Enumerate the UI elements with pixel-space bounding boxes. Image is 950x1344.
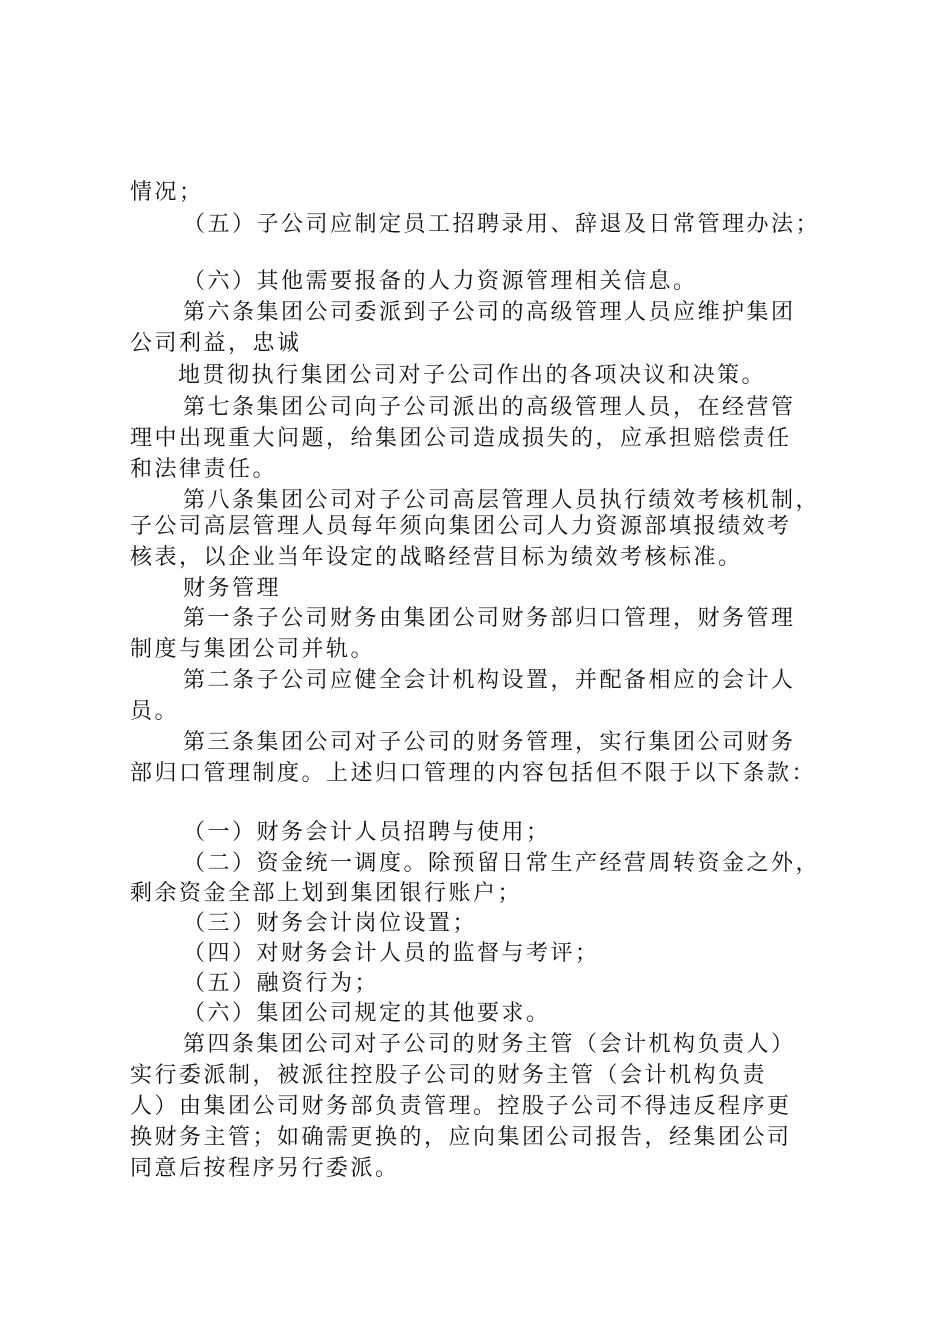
- text-line-8: 理中出现重大问题，给集团公司造成损失的，应承担赔偿责任: [130, 426, 792, 451]
- text-line-9: 和法律责任。: [130, 457, 278, 482]
- text-line-23: （三）财务会计岗位设置；: [183, 911, 478, 936]
- text-line-20: （一）财务会计人员招聘与使用；: [183, 820, 551, 845]
- text-line-7: 第七条集团公司向子公司派出的高级管理人员，在经营管: [183, 395, 796, 420]
- text-line-27: 第四条集团公司对子公司的财务主管（会计机构负责人）: [183, 1032, 796, 1057]
- text-line-16: 第二条子公司应健全会计机构设置，并配备相应的会计人: [183, 668, 796, 693]
- text-line-15: 制度与集团公司并轨。: [130, 637, 376, 662]
- text-line-22: 剩余资金全部上划到集团银行账户；: [130, 881, 523, 906]
- text-line-18: 第三条集团公司对子公司的财务管理，实行集团公司财务: [183, 730, 796, 755]
- text-line-3: （六）其他需要报备的人力资源管理相关信息。: [183, 269, 698, 294]
- text-line-30: 换财务主管；如确需更换的，应向集团公司报告，经集团公司: [130, 1125, 792, 1150]
- text-line-17: 员。: [130, 699, 180, 724]
- text-line-10: 第八条集团公司对子公司高层管理人员执行绩效考核机制，: [183, 488, 821, 513]
- text-line-4: 第六条集团公司委派到子公司的高级管理人员应维护集团: [183, 300, 796, 325]
- text-line-29: 人）由集团公司财务部负责管理。控股子公司不得违反程序更: [130, 1094, 792, 1119]
- text-line-11: 子公司高层管理人员每年须向集团公司人力资源部填报绩效考: [130, 514, 792, 539]
- text-line-14: 第一条子公司财务由集团公司财务部归口管理，财务管理: [183, 606, 796, 631]
- text-line-25: （五）融资行为；: [183, 971, 380, 996]
- text-line-31: 同意后按程序另行委派。: [130, 1156, 400, 1181]
- text-line-21: （二）资金统一调度。除预留日常生产经营周转资金之外，: [183, 851, 821, 876]
- text-line-6: 地贯彻执行集团公司对子公司作出的各项决议和决策。: [178, 363, 767, 388]
- text-line-19: 部归口管理制度。上述归口管理的内容包括但不限于以下条款：: [130, 761, 817, 786]
- text-line-5: 公司利益，忠诚: [130, 331, 302, 356]
- section-heading-finance: 财务管理: [183, 576, 282, 601]
- text-line-26: （六）集团公司规定的其他要求。: [183, 1001, 551, 1026]
- text-line-28: 实行委派制，被派往控股子公司的财务主管（会计机构负责: [130, 1063, 768, 1088]
- text-line-12: 核表，以企业当年设定的战略经营目标为绩效考核标准。: [130, 545, 743, 570]
- text-line-24: （四）对财务会计人员的监督与考评；: [183, 941, 600, 966]
- text-line-2: （五）子公司应制定员工招聘录用、辞退及日常管理办法；: [183, 212, 821, 237]
- text-line-1: 情况；: [130, 180, 204, 205]
